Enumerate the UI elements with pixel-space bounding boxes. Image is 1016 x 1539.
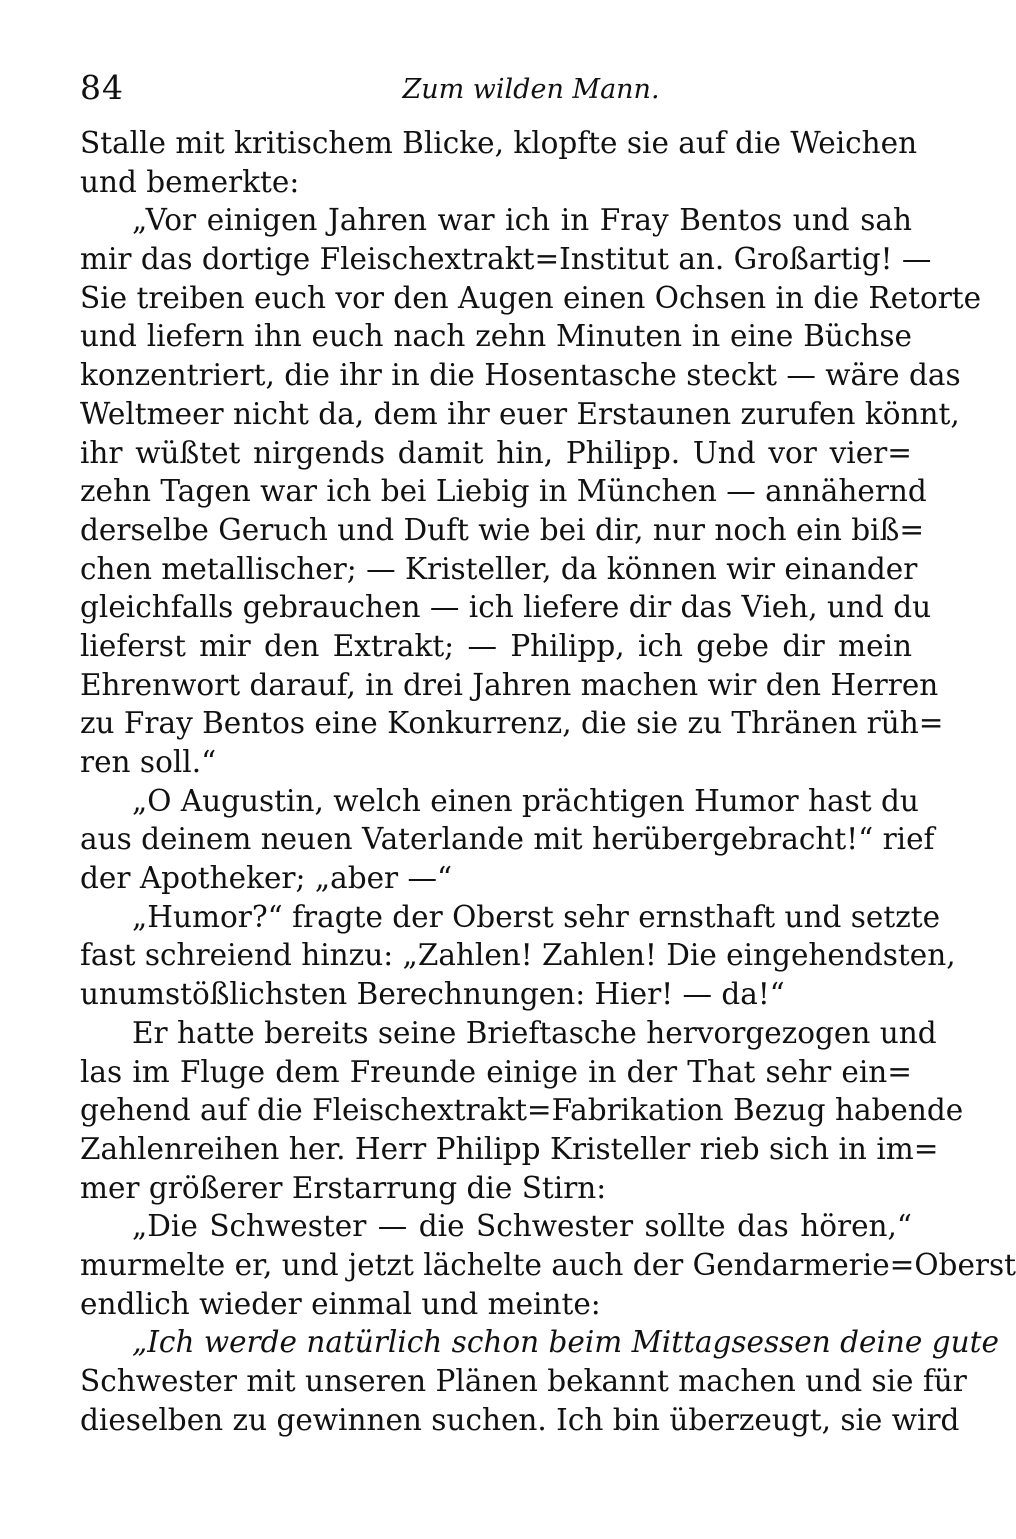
text-line: Stalle mit kritischem Blicke, klopfte sie auf die Weichen [80,126,918,160]
text-line: unumstößlichsten Berechnungen: Hier! — da!“ [80,977,785,1012]
text-line: gehend auf die Fleischextrakt=Fabrikation Bezug habende [80,1093,964,1128]
text-line: mir das dortige Fleischextrakt=Institut an. Großartig! — [80,242,932,277]
text-line: „Vor einigen Jahren war ich in Fray Bentos und sah [132,203,912,238]
text-line: „O Augustin, welch einen prächtigen Humor hast du [132,783,919,818]
body-text [80,124,1016,1439]
page-header [80,68,912,118]
text-line: endlich wieder einmal und meinte: [80,1286,601,1321]
text-line: Er hatte bereits seine Brieftasche hervorgezogen und [132,1015,937,1050]
text-line: „Humor?“ fragte der Oberst sehr ernsthaft und setzte [132,899,941,934]
text-line: derselbe Geruch und Duft wie bei dir, nur noch ein biß= [80,512,925,547]
text-line: gleichfalls gebrauchen — ich liefere dir das Vieh, und du [80,590,932,625]
text-line: Weltmeer nicht da, dem ihr euer Erstaunen zurufen könnt, [80,396,960,431]
text-line: ihr wüßtet nirgends damit hin, Philipp. Und vor vier= [80,435,912,470]
text-line: fast schreiend hinzu: „Zahlen! Zahlen! Die eingehendsten, [80,938,956,973]
text-line: chen metallischer; — Kristeller, da können wir einander [80,551,918,586]
running-title: Zum wilden Mann. [402,74,660,105]
text-line: lieferst mir den Extrakt; — Philipp, ich gebe dir mein [80,628,912,663]
text-line: dieselben zu gewinnen suchen. Ich bin überzeugt, sie wird [80,1402,960,1437]
text-line: und liefern ihn euch nach zehn Minuten in eine Büchse [80,319,912,354]
text-line: murmelte er, und jetzt lächelte auch der Gendarmerie=Oberst [80,1247,1016,1282]
text-line: zu Fray Bentos eine Konkurrenz, die sie zu Thränen rüh= [80,706,944,741]
text-line: Ehrenwort darauf, in drei Jahren machen wir den Herren [80,667,939,702]
text-line: ren soll.“ [80,745,217,779]
text-line: „Ich werde natürlich schon beim Mittagsessen deine gute [132,1325,999,1360]
text-line: der Apotheker; „aber —“ [80,861,453,896]
text-line: Schwester mit unseren Plänen bekannt machen und sie für [80,1364,967,1398]
text-line: Sie treiben euch vor den Augen einen Ochsen in die Retorte [80,280,982,315]
text-line: zehn Tagen war ich bei Liebig in München — annähernd [80,474,927,509]
text-line: konzentriert, die ihr in die Hosentasche steckt — wäre das [80,358,961,393]
text-line: und bemerkte: [80,164,300,199]
page-number: 84 [80,68,124,107]
text-line: aus deinem neuen Vaterlande mit herübergebracht!“ rief [80,822,935,857]
text-line: „Die Schwester — die Schwester sollte das hören,“ [132,1209,912,1244]
text-line: las im Fluge dem Freunde einige in der That sehr ein= [80,1054,912,1089]
text-line: mer größerer Erstarrung die Stirn: [80,1170,607,1205]
text-line: Zahlenreihen her. Herr Philipp Kristeller rieb sich in im= [80,1131,939,1166]
